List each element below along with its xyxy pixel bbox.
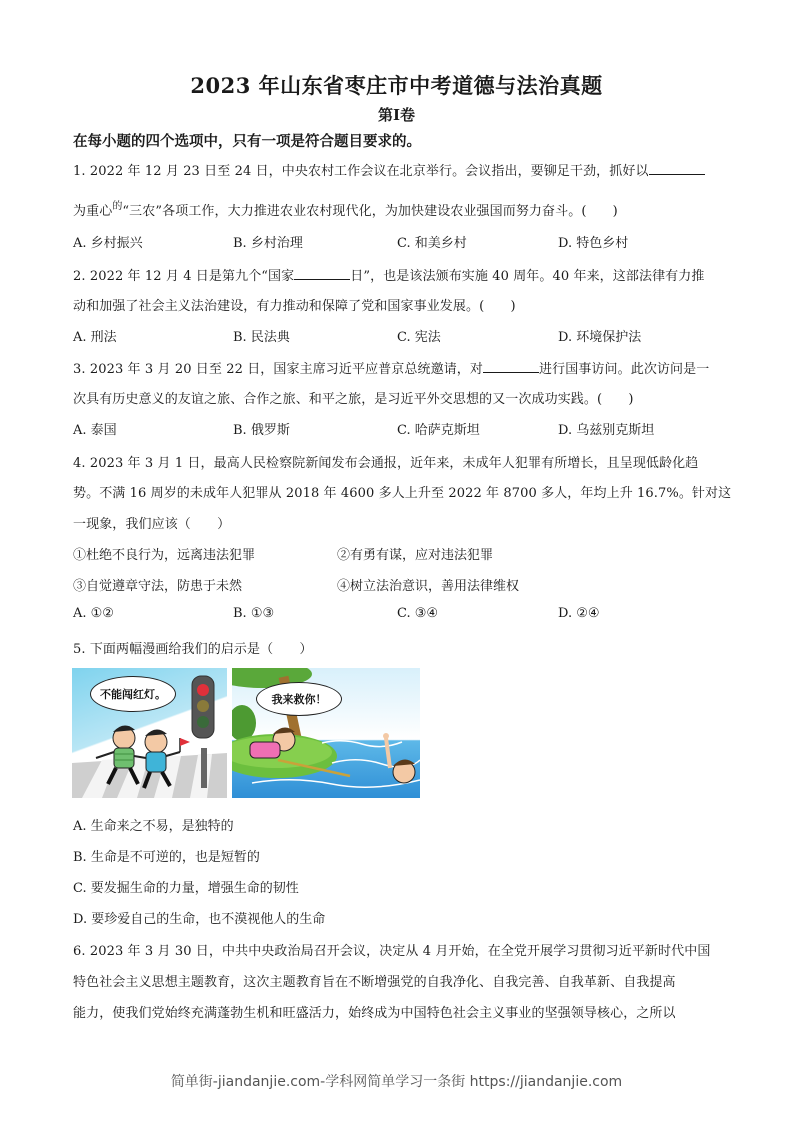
option-c: C. 哈萨克斯坦	[397, 423, 480, 438]
speech-bubble: 我来救你！	[256, 682, 342, 716]
comic-river-rescue	[232, 668, 420, 798]
question-line: 特色社会主义思想主题教育，这次主题教育旨在不断增强党的自我净化、自我完善、自我革新、自我提高	[73, 975, 676, 990]
footer-watermark: 简单街-jiandanjie.com-学科网简单学习一条街 https://jiandanjie.com	[170, 1074, 623, 1090]
question-line: 势。不满 16 周岁的未成年人犯罪从 2018 年 4600 多人上升至 2022 年 8700 多人，年均上升 16.7%。针对这	[73, 486, 732, 501]
statement-4: ④树立法治意识，善用法律维权	[337, 579, 520, 594]
option-d: D. 乌兹别克斯坦	[558, 423, 655, 438]
question-line: 6. 2023 年 3 月 30 日，中共中央政治局召开会议，决定从 4 月开始，在全党开展学习贯彻习近平新时代中国	[73, 944, 711, 959]
option-b: B. 乡村治理	[233, 236, 303, 251]
option-d: D. 特色乡村	[558, 236, 629, 251]
option-b: B. ①③	[233, 606, 275, 621]
section-title: 第Ⅰ卷	[377, 106, 416, 124]
answer-blank	[294, 267, 350, 280]
option-a: A. 生命来之不易，是独特的	[73, 819, 234, 834]
question-line: 次具有历史意义的友谊之旅、合作之旅、和平之旅，是习近平外交思想的又一次成功实践。( )	[73, 392, 634, 407]
option-c: C. 要发掘生命的力量，增强生命的韧性	[73, 881, 299, 896]
question-line: 为重心$^的$“三农”各项工作，大力推进农业农村现代化，为加快建设农业强国而努力奋斗。( )	[73, 201, 618, 219]
question-line: 4. 2023 年 3 月 1 日，最高人民检察院新闻发布会通报，近年来，未成年人犯罪有所增长，且呈现低龄化趋	[73, 456, 699, 471]
instruction-text: 在每小题的四个选项中，只有一项是符合题目要求的。	[73, 133, 421, 150]
question-line: 3. 2023 年 3 月 20 日至 22 日，国家主席习近平应普京总统邀请，对 进行国事访问。此次访问是一	[73, 362, 710, 377]
option-c: C. 宪法	[397, 330, 441, 345]
option-d: D. ②④	[558, 606, 600, 621]
option-a: A. 乡村振兴	[73, 236, 143, 251]
statement-1: ①杜绝不良行为，远离违法犯罪	[73, 548, 256, 563]
comic-traffic-light	[72, 668, 227, 798]
question-line: 动和加强了社会主义法治建设，有力推动和保障了党和国家事业发展。( )	[73, 299, 516, 314]
page-title: 2023 年山东省枣庄市中考道德与法治真题	[190, 73, 603, 98]
answer-blank	[483, 360, 539, 373]
option-a: A. 泰国	[73, 423, 117, 438]
question-line: 5. 下面两幅漫画给我们的启示是（ ）	[73, 642, 313, 657]
question-line: 1. 2022 年 12 月 23 日至 24 日，中央农村工作会议在北京举行。会议指出，要铆足干劲，抓好以	[73, 160, 705, 179]
option-a: A. ①②	[73, 606, 114, 621]
option-d: D. 要珍爱自己的生命，也不漠视他人的生命	[73, 912, 326, 927]
option-b: B. 民法典	[233, 330, 290, 345]
question-line: 能力，使我们党始终充满蓬勃生机和旺盛活力，始终成为中国特色社会主义事业的坚强领导核心，之所以	[73, 1006, 676, 1021]
speech-bubble: 不能闯红灯。	[90, 676, 176, 712]
option-d: D. 环境保护法	[558, 330, 642, 345]
statement-2: ②有勇有谋，应对违法犯罪	[337, 548, 494, 563]
answer-blank	[649, 162, 705, 175]
statement-3: ③自觉遵章守法，防患于未然	[73, 579, 243, 594]
option-c: C. 和美乡村	[397, 236, 467, 251]
option-a: A. 刑法	[73, 330, 117, 345]
option-c: C. ③④	[397, 606, 439, 621]
option-b: B. 俄罗斯	[233, 423, 290, 438]
question-line: 一现象，我们应该（ ）	[73, 517, 231, 532]
question-line: 2. 2022 年 12 月 4 日是第九个“国家 日”，也是该法颁布实施 40 周年。40 年来，这部法律有力推	[73, 269, 705, 284]
option-b: B. 生命是不可逆的，也是短暂的	[73, 850, 260, 865]
